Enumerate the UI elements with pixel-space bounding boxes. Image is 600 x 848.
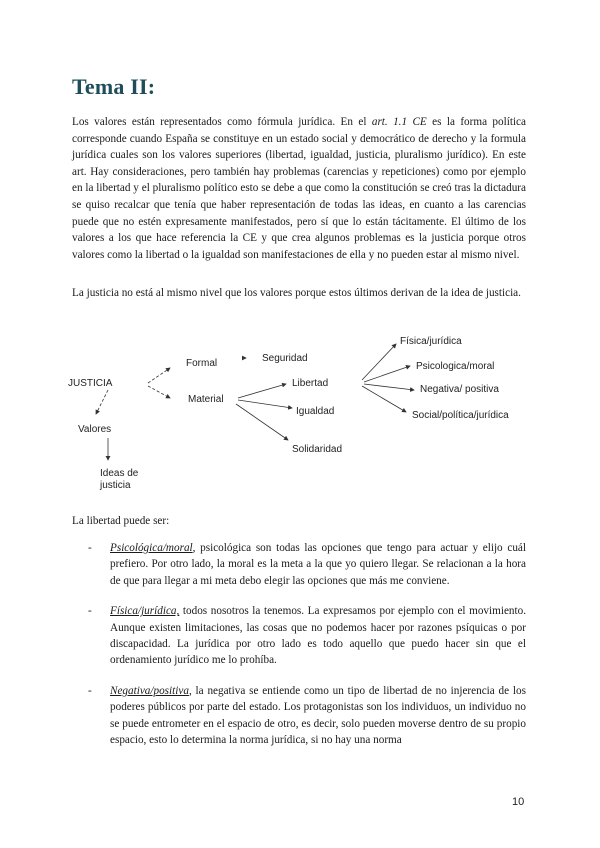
arrow-libertad-social	[362, 386, 406, 412]
paragraph-justicia: La justicia no está al mismo nivel que los valores porque estos últimos derivan de la idea de justicia.	[72, 287, 521, 299]
paragraph-intro	[72, 114, 526, 263]
node-psicologica-moral: Psicologica/moral	[416, 361, 495, 372]
intro-text-b: es la forma política corresponde cuando España se constituye en un estado social y democrático de derecho y la formula jurídica cuales son los valores superiores (libertad, igualdad, justicia, pluralismo jurídico). En este art. Hay consideraciones, pero también hay problemas (carencias y repeticiones) como por ejemplo en la libertad y el pluralismo político esto se debe a que como la constitución se creó tras la dictadura se quiso recalcar que tenía que haber representación de todas las ideas, en cuanto a las carencias puede que no estén expresamente manifestados, pero sí que lo están tácitamente. El último de los valores a los que hace referencia la CE y que crea algunos problemas es la justicia porque otros valores como la libertad o la igualdad son manifestaciones de ella y no pueden estar al mismo nivel.	[72, 116, 526, 261]
node-valores: Valores	[78, 424, 112, 435]
list-item	[88, 540, 526, 589]
justicia-diagram	[60, 328, 540, 498]
list-text: , psicológica son todas las opciones que tengo para actuar y elijo cuál prefiero. Por otro lado, la moral es la meta a la que yo quiero llegar. Se relacionan a la hora de que para llegar a mi meta debo elegir las opciones que más me conviene.	[110, 542, 526, 587]
list-item	[88, 603, 526, 669]
arrow-material-solidaridad	[236, 404, 288, 440]
list-item	[88, 683, 526, 749]
list-dash: -	[88, 684, 92, 697]
arrow-justicia-formal	[148, 368, 170, 383]
list-text: , la negativa se entiende como un tipo de libertad de no injerencia de los poderes públicos por parte del estado. Los protagonistas son los individuos, un individuo no se puede entrometer en el espacio de otro, es decir, solo pueden moverse dentro de su propio espacio, esto lo determina la norma jurídica, si no hay una norma	[110, 684, 526, 747]
arrow-libertad-psicologica	[364, 366, 410, 382]
node-justicia: JUSTICIA	[68, 378, 113, 389]
arrow-material-libertad	[238, 384, 286, 398]
intro-text-a: Los valores están representados como fórmula jurídica. En el	[72, 116, 372, 128]
page-number: 10	[512, 796, 525, 808]
arrow-libertad-fisica	[362, 344, 396, 380]
list-term: Física/jurídica,	[110, 605, 180, 618]
node-fisica-juridica: Física/jurídica	[400, 336, 462, 347]
node-negativa-positiva: Negativa/ positiva	[420, 384, 499, 395]
arrow-libertad-negativa	[364, 384, 414, 390]
node-libertad: Libertad	[292, 378, 329, 389]
node-igualdad: Igualdad	[296, 406, 335, 417]
node-material: Material	[188, 394, 224, 405]
arrow-justicia-material	[148, 386, 170, 398]
arrow-material-igualdad	[238, 400, 292, 408]
list-term: Psicológica/moral	[110, 542, 193, 554]
node-solidaridad: Solidaridad	[292, 444, 343, 455]
node-seguridad: Seguridad	[262, 353, 308, 364]
node-ideas-line1: Ideas de	[100, 468, 139, 479]
list-dash: -	[88, 542, 92, 554]
arrow-justicia-valores	[96, 390, 108, 414]
list-term: Negativa/positiva	[110, 684, 189, 697]
paragraph-libertad: La libertad puede ser:	[72, 515, 170, 527]
libertad-list	[88, 540, 526, 762]
list-text: todos nosotros la tenemos. La expresamos por ejemplo con el movimiento. Aunque existen limitaciones, las cosas que no podemos hacer por razones psíquicas o por discapacidad. La jurídica por otro lado es todo aquello que puedo hacer sin que el ordenamiento jurídico me lo prohíba.	[110, 605, 526, 667]
list-dash: -	[88, 605, 92, 618]
article-reference: art. 1.1 CE	[371, 116, 427, 128]
node-ideas-line2: justicia	[100, 480, 131, 491]
node-formal: Formal	[186, 358, 218, 369]
page-title: Tema II:	[72, 74, 156, 99]
node-social-politica: Social/política/jurídica	[412, 410, 509, 421]
